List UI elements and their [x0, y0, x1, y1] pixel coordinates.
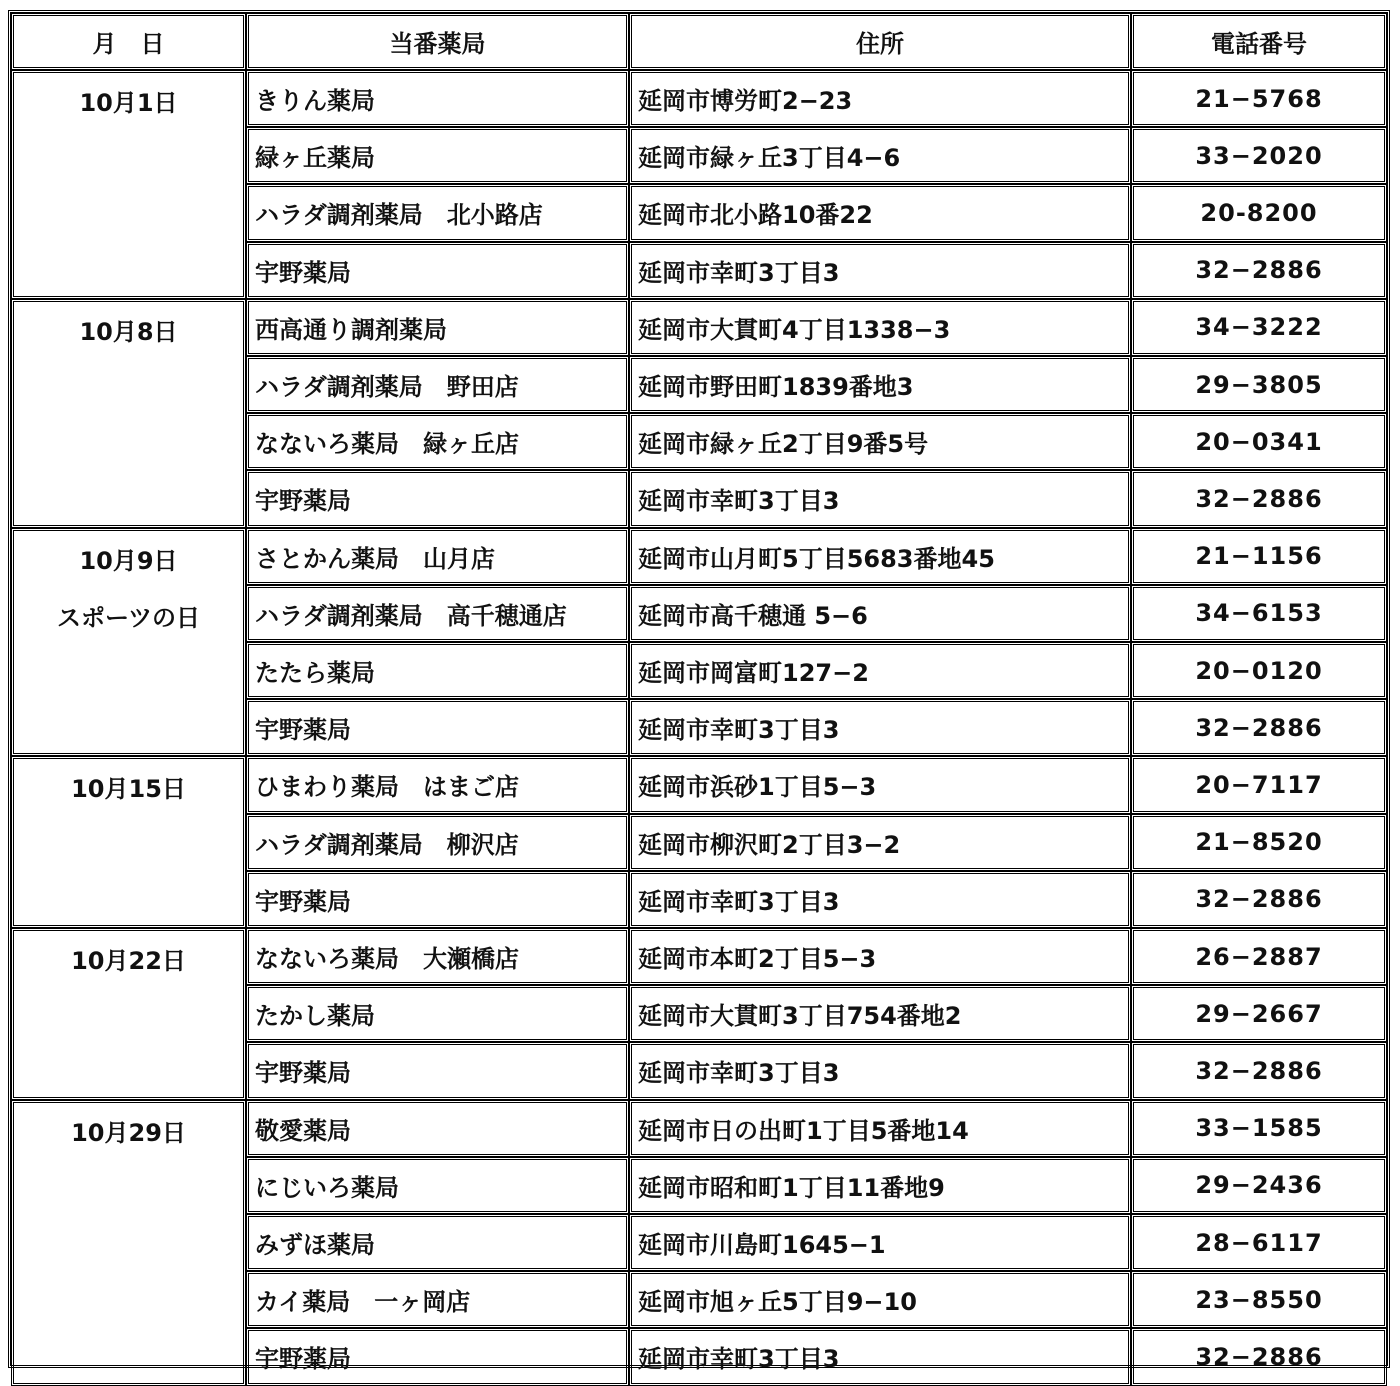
date-label: 10月22日 [71, 947, 186, 975]
pharmacy-name: さとかん薬局 山月店 [246, 528, 629, 585]
table-row [246, 1271, 1387, 1328]
date-cell [11, 1100, 246, 1386]
table-row [246, 184, 1387, 241]
pharmacy-address: 延岡市山月町5丁目5683番地45 [629, 528, 1131, 585]
pharmacy-address: 延岡市岡富町127−2 [629, 642, 1131, 699]
pharmacy-name: 宇野薬局 [246, 470, 629, 527]
table-row [246, 1157, 1387, 1214]
pharmacy-phone: 32−2886 [1131, 1328, 1387, 1385]
pharmacy-address: 延岡市川島町1645−1 [629, 1214, 1131, 1271]
date-cell [11, 299, 246, 528]
pharmacy-phone: 32−2886 [1131, 242, 1387, 299]
pharmacy-name: ハラダ調剤薬局 柳沢店 [246, 814, 629, 871]
pharmacy-address: 延岡市緑ヶ丘3丁目4−6 [629, 127, 1131, 184]
table-row [246, 814, 1387, 871]
pharmacy-address: 延岡市幸町3丁目3 [629, 699, 1131, 756]
pharmacy-phone: 21−5768 [1131, 70, 1387, 127]
pharmacy-address: 延岡市緑ヶ丘2丁目9番5号 [629, 413, 1131, 470]
pharmacy-name: きりん薬局 [246, 70, 629, 127]
pharmacy-name: にじいろ薬局 [246, 1157, 629, 1214]
pharmacy-name: たかし薬局 [246, 985, 629, 1042]
pharmacy-phone: 21−8520 [1131, 814, 1387, 871]
pharmacy-name: なないろ薬局 大瀬橋店 [246, 928, 629, 985]
table-row [246, 985, 1387, 1042]
pharmacy-phone: 33−2020 [1131, 127, 1387, 184]
header-address: 住所 [629, 13, 1131, 70]
pharmacy-name: 緑ヶ丘薬局 [246, 127, 629, 184]
pharmacy-phone: 20−0120 [1131, 642, 1387, 699]
table-row [246, 356, 1387, 413]
date-label: 10月29日 [71, 1118, 186, 1147]
pharmacy-name: ひまわり薬局 はまご店 [246, 756, 629, 813]
date-label: 10月9日 [79, 546, 178, 575]
pharmacy-address: 延岡市本町2丁目5−3 [629, 928, 1131, 985]
pharmacy-phone: 32−2886 [1131, 871, 1387, 928]
date-cell [11, 756, 246, 928]
pharmacy-name: 宇野薬局 [246, 1042, 629, 1099]
pharmacy-name: たたら薬局 [246, 642, 629, 699]
pharmacy-address: 延岡市博労町2−23 [629, 70, 1131, 127]
pharmacy-phone: 21−1156 [1131, 528, 1387, 585]
table-row [246, 1042, 1387, 1099]
pharmacy-address: 延岡市高千穂通 5−6 [629, 585, 1131, 642]
date-label: 10月1日 [79, 89, 178, 117]
holiday-label: スポーツの日 [56, 603, 201, 632]
table-row [246, 699, 1387, 756]
pharmacy-phone: 29−2436 [1131, 1157, 1387, 1214]
pharmacy-name: 宇野薬局 [246, 871, 629, 928]
pharmacy-name: なないろ薬局 緑ヶ丘店 [246, 413, 629, 470]
table-row [246, 756, 1387, 813]
table-row [246, 585, 1387, 642]
pharmacy-address: 延岡市幸町3丁目3 [629, 1042, 1131, 1099]
table-row [246, 70, 1387, 127]
pharmacy-name: ハラダ調剤薬局 高千穂通店 [246, 585, 629, 642]
pharmacy-address: 延岡市大貫町4丁目1338−3 [629, 299, 1131, 356]
pharmacy-phone: 34−3222 [1131, 299, 1387, 356]
pharmacy-phone: 32−2886 [1131, 470, 1387, 527]
pharmacy-address: 延岡市柳沢町2丁目3−2 [629, 814, 1131, 871]
pharmacy-address: 延岡市旭ヶ丘5丁目9−10 [629, 1271, 1131, 1328]
pharmacy-address: 延岡市浜砂1丁目5−3 [629, 756, 1131, 813]
pharmacy-phone: 32−2886 [1131, 1042, 1387, 1099]
date-label: 10月15日 [71, 775, 186, 804]
pharmacy-name: みずほ薬局 [246, 1214, 629, 1271]
pharmacy-address: 延岡市大貫町3丁目754番地2 [629, 985, 1131, 1042]
pharmacy-name: 西高通り調剤薬局 [246, 299, 629, 356]
pharmacy-name: 宇野薬局 [246, 1328, 629, 1385]
pharmacy-address: 延岡市幸町3丁目3 [629, 242, 1131, 299]
table-header-row [11, 13, 1387, 70]
table-row [246, 127, 1387, 184]
table-row [246, 242, 1387, 299]
table-row [246, 470, 1387, 527]
pharmacy-name: ハラダ調剤薬局 野田店 [246, 356, 629, 413]
pharmacy-address: 延岡市幸町3丁目3 [629, 871, 1131, 928]
pharmacy-name: カイ薬局 一ヶ岡店 [246, 1271, 629, 1328]
pharmacy-name: 宇野薬局 [246, 699, 629, 756]
header-phone: 電話番号 [1131, 13, 1387, 70]
pharmacy-phone: 23−8550 [1131, 1271, 1387, 1328]
table-row [246, 1214, 1387, 1271]
pharmacy-phone: 34−6153 [1131, 585, 1387, 642]
pharmacy-name: 宇野薬局 [246, 242, 629, 299]
table-row [246, 1100, 1387, 1157]
table-row [246, 528, 1387, 585]
pharmacy-name: 敬愛薬局 [246, 1100, 629, 1157]
pharmacy-phone: 29−2667 [1131, 985, 1387, 1042]
table-row [246, 642, 1387, 699]
date-cell [11, 928, 246, 1100]
pharmacy-phone: 32−2886 [1131, 699, 1387, 756]
pharmacy-phone: 33−1585 [1131, 1100, 1387, 1157]
pharmacy-phone: 20−0341 [1131, 413, 1387, 470]
header-pharmacy: 当番薬局 [246, 13, 629, 70]
date-cell [11, 70, 246, 299]
pharmacy-address: 延岡市幸町3丁目3 [629, 1328, 1131, 1385]
date-label: 10月8日 [79, 317, 178, 346]
pharmacy-phone: 28−6117 [1131, 1214, 1387, 1271]
table-row [246, 413, 1387, 470]
pharmacy-address: 延岡市北小路10番22 [629, 184, 1131, 241]
pharmacy-name: ハラダ調剤薬局 北小路店 [246, 184, 629, 241]
table-row [246, 928, 1387, 985]
pharmacy-address: 延岡市昭和町1丁目11番地9 [629, 1157, 1131, 1214]
pharmacy-phone: 29−3805 [1131, 356, 1387, 413]
pharmacy-address: 延岡市野田町1839番地3 [629, 356, 1131, 413]
header-date: 月 日 [11, 13, 246, 70]
pharmacy-address: 延岡市幸町3丁目3 [629, 470, 1131, 527]
pharmacy-address: 延岡市日の出町1丁目5番地14 [629, 1100, 1131, 1157]
pharmacy-phone: 26−2887 [1131, 928, 1387, 985]
date-cell [11, 528, 246, 757]
pharmacy-phone: 20−7117 [1131, 756, 1387, 813]
table-row [246, 1328, 1387, 1385]
table-row [246, 871, 1387, 928]
pharmacy-duty-table [8, 10, 1390, 1374]
table-row [246, 299, 1387, 356]
pharmacy-phone: 20-8200 [1131, 184, 1387, 241]
